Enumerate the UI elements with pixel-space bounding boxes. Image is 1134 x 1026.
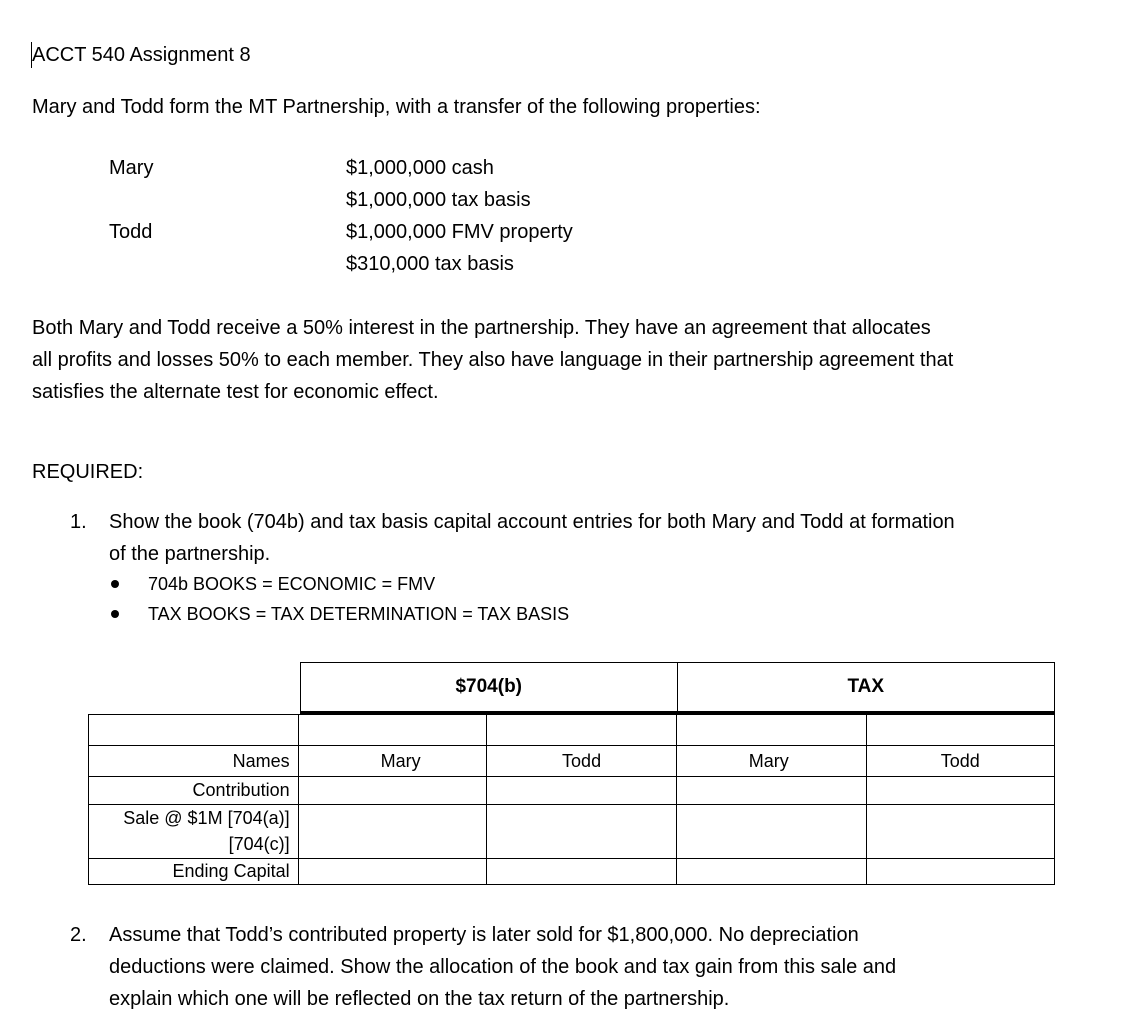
paragraph-line-3: satisfies the alternate test for economic effect.	[32, 381, 439, 403]
col-mary-tax: Mary	[676, 746, 866, 777]
cell-mary-book-sale[interactable]	[298, 805, 487, 859]
mary-label: Mary	[109, 157, 154, 179]
q1-line-2: of the partnership.	[109, 543, 271, 565]
required-heading: REQUIRED:	[32, 461, 144, 483]
row-704c-label: [704(c)]	[228, 834, 290, 854]
table-row	[89, 859, 1055, 885]
q1-bullet-1: 704b BOOKS = ECONOMIC = FMV	[148, 574, 436, 594]
cell-todd-book-contribution[interactable]	[487, 777, 676, 805]
q2-line-2: deductions were claimed. Show the allocation of the book and tax gain from this sale and	[109, 956, 897, 978]
paragraph-line-2: all profits and losses 50% to each member. They also have language in their partnership agreement that	[32, 349, 954, 371]
col-todd-book: Todd	[487, 746, 676, 777]
document-title: ACCT 540 Assignment 8	[32, 44, 251, 66]
col-mary-book: Mary	[298, 746, 487, 777]
q2-line-3: explain which one will be reflected on the tax return of the partnership.	[109, 988, 730, 1010]
table-row	[89, 715, 1055, 746]
q1-number: 1.	[70, 511, 87, 533]
cell-mary-book-contribution[interactable]	[298, 777, 487, 805]
table-header	[300, 662, 1055, 714]
cell-mary-tax-contribution[interactable]	[676, 777, 866, 805]
bullet-icon	[111, 610, 119, 618]
cell-todd-book-sale[interactable]	[487, 805, 676, 859]
q2-line-1: Assume that Todd’s contributed property is later sold for $1,800,000. No depreciation	[109, 924, 859, 946]
header-tax: TAX	[677, 663, 1054, 713]
intro-text: Mary and Todd form the MT Partnership, with a transfer of the following properties:	[32, 96, 761, 118]
col-todd-tax: Todd	[866, 746, 1055, 777]
mary-basis: $1,000,000 tax basis	[346, 189, 531, 211]
table-row	[89, 746, 1055, 777]
paragraph-line-1: Both Mary and Todd receive a 50% interest in the partnership. They have an agreement that allocates	[32, 317, 931, 339]
cell-mary-book-ending[interactable]	[298, 859, 487, 885]
cell-todd-book-ending[interactable]	[487, 859, 676, 885]
cell-todd-tax-ending[interactable]	[866, 859, 1055, 885]
q2-number: 2.	[70, 924, 87, 946]
todd-label: Todd	[109, 221, 153, 243]
table-row	[89, 777, 1055, 805]
q1-line-1: Show the book (704b) and tax basis capital account entries for both Mary and Todd at formation	[109, 511, 955, 533]
row-ending-capital-label: Ending Capital	[89, 859, 299, 885]
mary-cash: $1,000,000 cash	[346, 157, 494, 179]
row-sale-label: Sale @ $1M [704(a)]	[123, 808, 290, 828]
todd-basis: $310,000 tax basis	[346, 253, 514, 275]
todd-fmv: $1,000,000 FMV property	[346, 221, 573, 243]
bullet-icon	[111, 580, 119, 588]
row-names-label: Names	[89, 746, 299, 777]
cell-mary-tax-ending[interactable]	[676, 859, 866, 885]
cell-todd-tax-sale[interactable]	[866, 805, 1055, 859]
capital-account-table	[88, 714, 1055, 885]
table-row	[89, 805, 1055, 859]
row-contribution-label: Contribution	[89, 777, 299, 805]
header-704b: $704(b)	[301, 663, 678, 713]
cell-mary-tax-sale[interactable]	[676, 805, 866, 859]
q1-bullet-2: TAX BOOKS = TAX DETERMINATION = TAX BASIS	[148, 604, 570, 624]
cell-todd-tax-contribution[interactable]	[866, 777, 1055, 805]
